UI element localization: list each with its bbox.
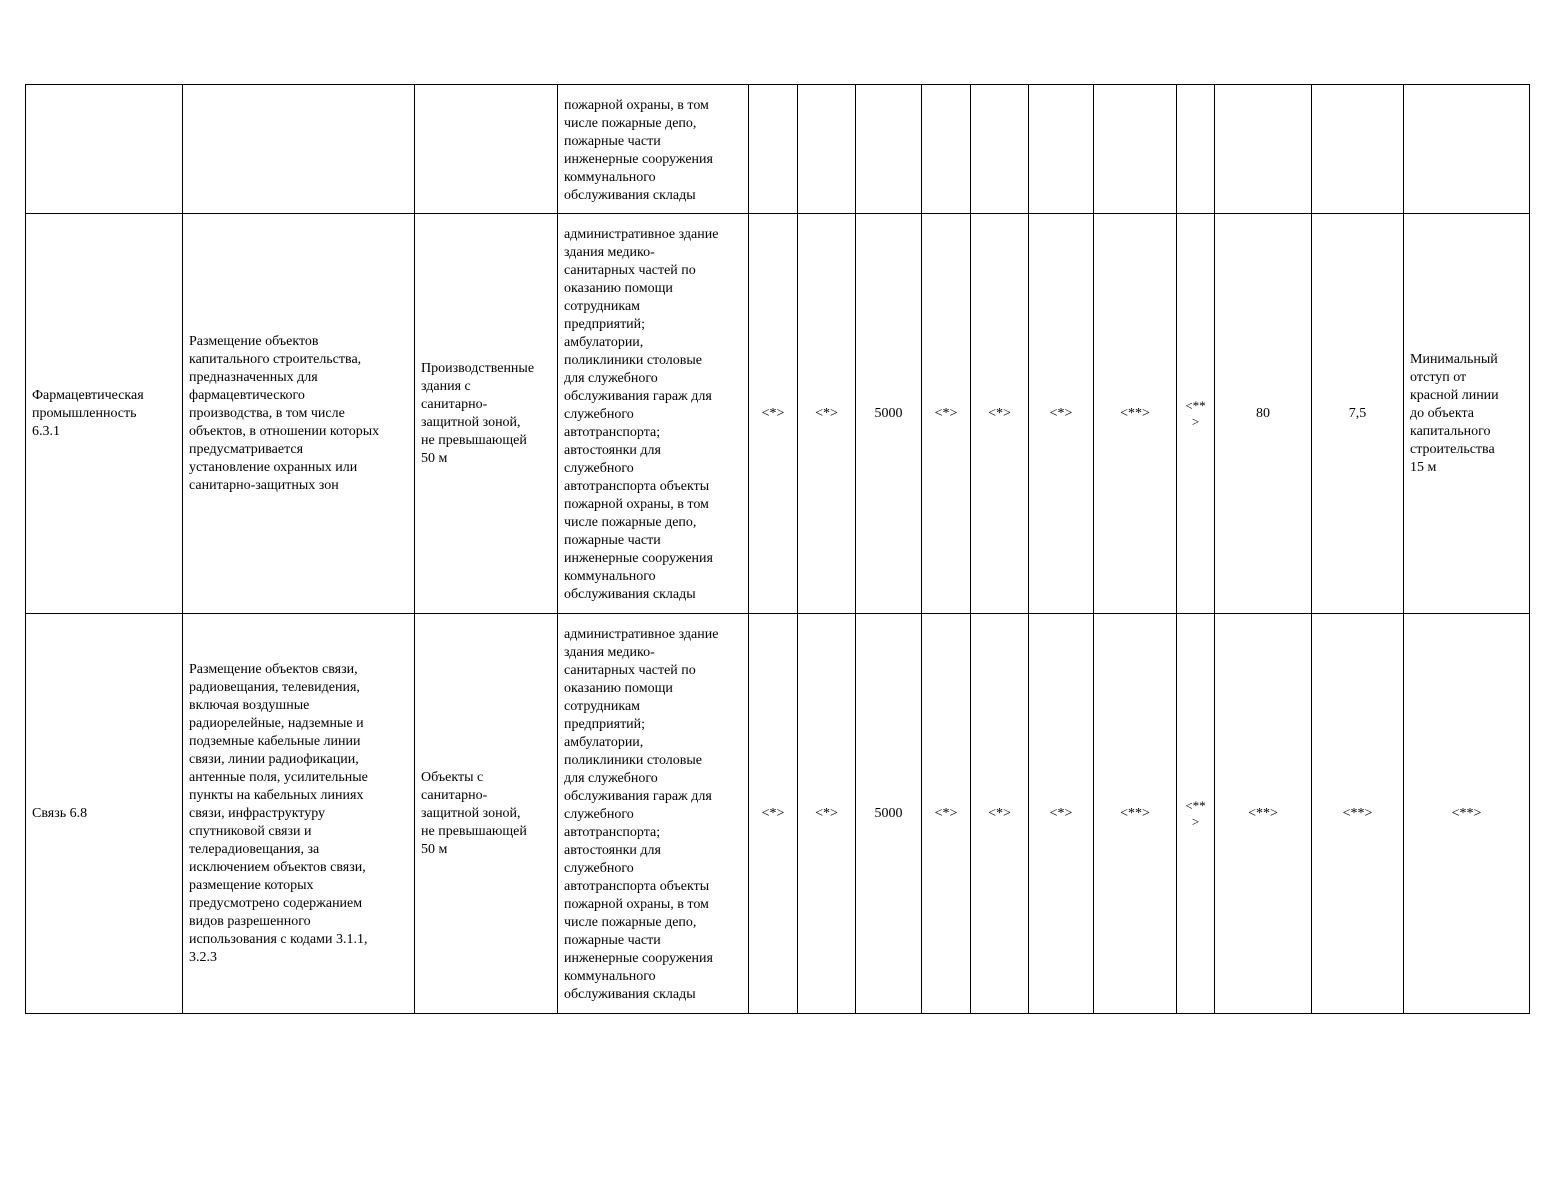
param-cell: <*>	[971, 614, 1029, 1014]
param-cell: <*>	[798, 214, 856, 614]
param-cell: <*>	[922, 614, 971, 1014]
param-cell: <**>	[1094, 214, 1177, 614]
param-cell: <*>	[1029, 214, 1094, 614]
main-object-cell	[415, 214, 558, 614]
param-cell: <*>	[922, 214, 971, 614]
param-cell: <*>	[749, 614, 798, 1014]
param-cell: 5000	[856, 214, 922, 614]
param-cell	[922, 85, 971, 214]
param-cell: 80	[1215, 214, 1312, 614]
permitted-objects: пожарной охраны, в том числе пожарные депо, пожарные части инженерные сооружения коммунального обслуживания склады	[564, 97, 713, 203]
use-description-cell	[183, 614, 415, 1014]
param-cell	[971, 85, 1029, 214]
param-cell: <**>	[1094, 614, 1177, 1014]
use-type-name-cell	[26, 614, 183, 1014]
use-description-cell	[183, 214, 415, 614]
use-type-name: Связь 6.8	[32, 805, 88, 821]
param-cell	[1177, 214, 1215, 614]
param-cell	[1177, 85, 1215, 214]
param-cell: <**>	[1312, 614, 1404, 1014]
permitted-objects-cell	[558, 614, 749, 1014]
note-cell	[1404, 214, 1530, 614]
note-cell: <**>	[1404, 614, 1530, 1014]
use-type-name-cell	[26, 85, 183, 214]
permitted-objects: административное здание здания медико- санитарных частей по оказанию помощи сотрудникам предприятий; амбулатории, поликлиники столовые для служебного обслуживания гараж для служебного автотранспорта; автостоянки для служебного автотранспорта объекты пожарной охраны, в том числе пожарные депо, пожарные части инженерные сооружения коммунального обслуживания склады	[564, 226, 719, 602]
param-cell: 7,5	[1312, 214, 1404, 614]
main-object-cell	[415, 85, 558, 214]
table-row	[26, 85, 1530, 214]
table-row	[26, 214, 1530, 614]
param-cell: <*>	[1029, 614, 1094, 1014]
param-cell: <*>	[798, 614, 856, 1014]
param-cell: 5000	[856, 614, 922, 1014]
main-object: Производственные здания с санитарно- защитной зоной, не превышающей 50 м	[421, 360, 535, 466]
use-type-name-cell	[26, 214, 183, 614]
zoning-regulations-table	[25, 84, 1530, 1014]
param-cell: <*>	[971, 214, 1029, 614]
use-description: Размещение объектов капитального строительства, предназначенных для фармацевтического производства, в том числе объектов, в отношении которых предусматривается установление охранных или санитарно-защитных зон	[189, 333, 380, 493]
use-description: Размещение объектов связи, радиовещания, телевидения, включая воздушные радиорелейные, надземные и подземные кабельные линии связи, линии радиофикации, антенные поля, усилительные пункты на кабельных линиях связи, инфраструктуру спутниковой связи и телерадиовещания, за исключением объектов связи, размещение которых предусмотрено содержанием видов разрешенного использования с кодами 3.1.1, 3.2.3	[189, 661, 368, 965]
param-cell	[749, 85, 798, 214]
main-object-cell	[415, 614, 558, 1014]
param-cell	[1094, 85, 1177, 214]
permitted-objects-cell	[558, 214, 749, 614]
use-description-cell	[183, 85, 415, 214]
param-cell	[1177, 614, 1215, 1014]
table-row	[26, 614, 1530, 1014]
permitted-objects: административное здание здания медико- санитарных частей по оказанию помощи сотрудникам предприятий; амбулатории, поликлиники столовые для служебного обслуживания гараж для служебного автотранспорта; автостоянки для служебного автотранспорта объекты пожарной охраны, в том числе пожарные депо, пожарные части инженерные сооружения коммунального обслуживания склады	[564, 626, 719, 1002]
param-cell	[856, 85, 922, 214]
note-cell	[1404, 85, 1530, 214]
param-cell	[1215, 85, 1312, 214]
param-cell	[1029, 85, 1094, 214]
use-type-name: Фармацевтическая промышленность 6.3.1	[32, 387, 144, 439]
param-cell	[798, 85, 856, 214]
param-cell: <*>	[749, 214, 798, 614]
main-object: Объекты с санитарно- защитной зоной, не превышающей 50 м	[421, 769, 527, 857]
permitted-objects-cell	[558, 85, 749, 214]
param-cell: <**>	[1215, 614, 1312, 1014]
param-value: <** >	[1185, 797, 1206, 829]
param-cell	[1312, 85, 1404, 214]
param-value: <** >	[1185, 397, 1206, 429]
note: Минимальный отступ от красной линии до объекта капитального строительства 15 м	[1410, 351, 1499, 475]
